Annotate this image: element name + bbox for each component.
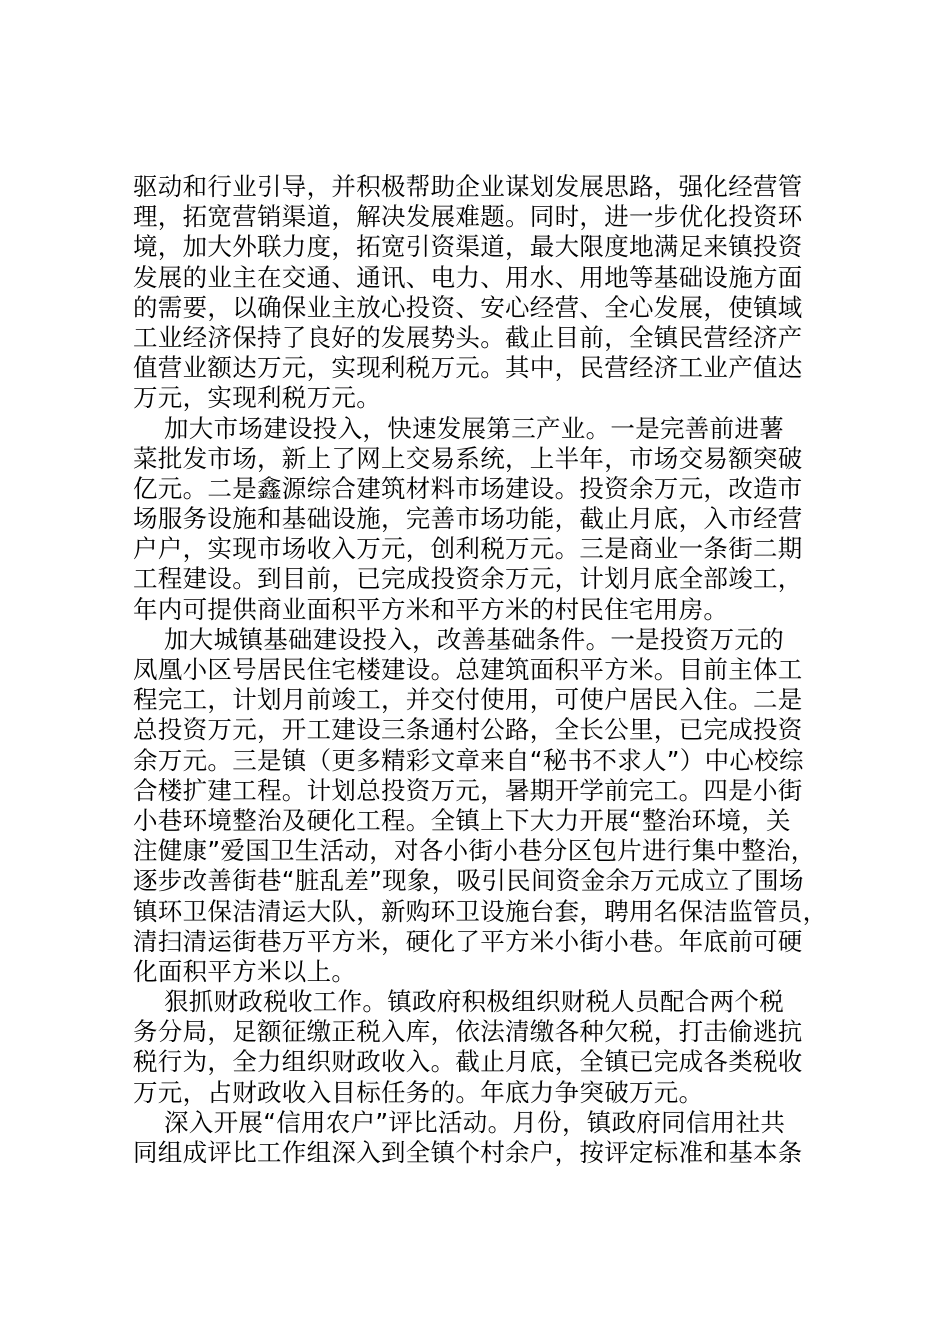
text-line: 驱动和行业引导，并积极帮助企业谋划发展思路，强化经营管: [133, 172, 803, 201]
paragraph-first-line: 加大市场建设投入，快速发展第三产业。一是完善前进薯: [164, 413, 784, 443]
text-line: 值营业额达万元，实现利税万元。其中，民营经济工业产值达: [133, 353, 803, 383]
text-line: 注健康”爱国卫生活动，对各小街小巷分区包片进行集中整治，: [133, 836, 816, 866]
text-line: 工业经济保持了良好的发展势头。截止目前，全镇民营经济产: [133, 322, 803, 352]
text-line: 务分局，足额征缴正税入库，依法清缴各种欠税，打击偷逃抗: [133, 1017, 803, 1047]
text-line: 同组成评比工作组深入到全镇个村余户，按评定标准和基本条: [133, 1138, 803, 1167]
text-line: 清扫清运街巷万平方米，硬化了平方米小街小巷。年底前可硬: [133, 926, 803, 956]
text-line: 小巷环境整治及硬化工程。全镇上下大力开展“整治环境，关: [133, 805, 791, 835]
text-line: 的需要，以确保业主放心投资、安心经营、全心发展，使镇域: [133, 292, 803, 322]
text-line: 镇环卫保洁清运大队，新购环卫设施台套，聘用名保洁监管员，: [133, 896, 828, 926]
paragraph-first-line: 深入开展“信用农户”评比活动。月份，镇政府同信用社共: [164, 1107, 786, 1137]
text-line: 合楼扩建工程。计划总投资万元，暑期开学前完工。四是小街: [133, 775, 803, 805]
text-line: 万元，实现利税万元。: [133, 383, 381, 413]
text-line: 亿元。二是鑫源综合建筑材料市场建设。投资余万元，改造市: [133, 473, 803, 503]
text-line: 境，加大外联力度，拓宽引资渠道，最大限度地满足来镇投资: [133, 232, 803, 262]
text-line: 逐步改善街巷“脏乱差”现象，吸引民间资金余万元成立了围场: [133, 866, 804, 896]
text-line: 菜批发市场，新上了网上交易系统，上半年，市场交易额突破: [133, 443, 803, 473]
text-line: 场服务设施和基础设施，完善市场功能，截止月底，入市经营: [133, 504, 803, 534]
text-line: 年内可提供商业面积平方米和平方米的村民住宅用房。: [133, 594, 729, 624]
document-body: [133, 172, 838, 1168]
text-line: 凤凰小区号居民住宅楼建设。总建筑面积平方米。目前主体工: [133, 655, 803, 684]
text-line: 工程建设。到目前，已完成投资余万元，计划月底全部竣工，: [133, 564, 803, 594]
text-line: 万元，占财政收入目标任务的。年底力争突破万元。: [133, 1077, 704, 1107]
text-line: 税行为，全力组织财政收入。截止月底，全镇已完成各类税收: [133, 1047, 803, 1077]
text-line: 理，拓宽营销渠道，解决发展难题。同时，进一步优化投资环: [133, 202, 803, 232]
text-line: 发展的业主在交通、通讯、电力、用水、用地等基础设施方面: [133, 262, 803, 292]
text-line: 余万元。三是镇（更多精彩文章来自“秘书不求人”）中心校综: [133, 745, 804, 775]
paragraph-first-line: 加大城镇基础建设投入，改善基础条件。一是投资万元的: [164, 624, 784, 654]
text-line: 总投资万元，开工建设三条通村公路，全长公里，已完成投资: [133, 715, 803, 745]
text-line: 化面积平方米以上。: [133, 956, 357, 986]
text-line: 程完工，计划月前竣工，并交付使用，可使户居民入住。二是: [133, 685, 803, 715]
text-line: 户户，实现市场收入万元，创利税万元。三是商业一条街二期: [133, 534, 803, 564]
paragraph-first-line: 狠抓财政税收工作。镇政府积极组织财税人员配合两个税: [164, 987, 784, 1017]
